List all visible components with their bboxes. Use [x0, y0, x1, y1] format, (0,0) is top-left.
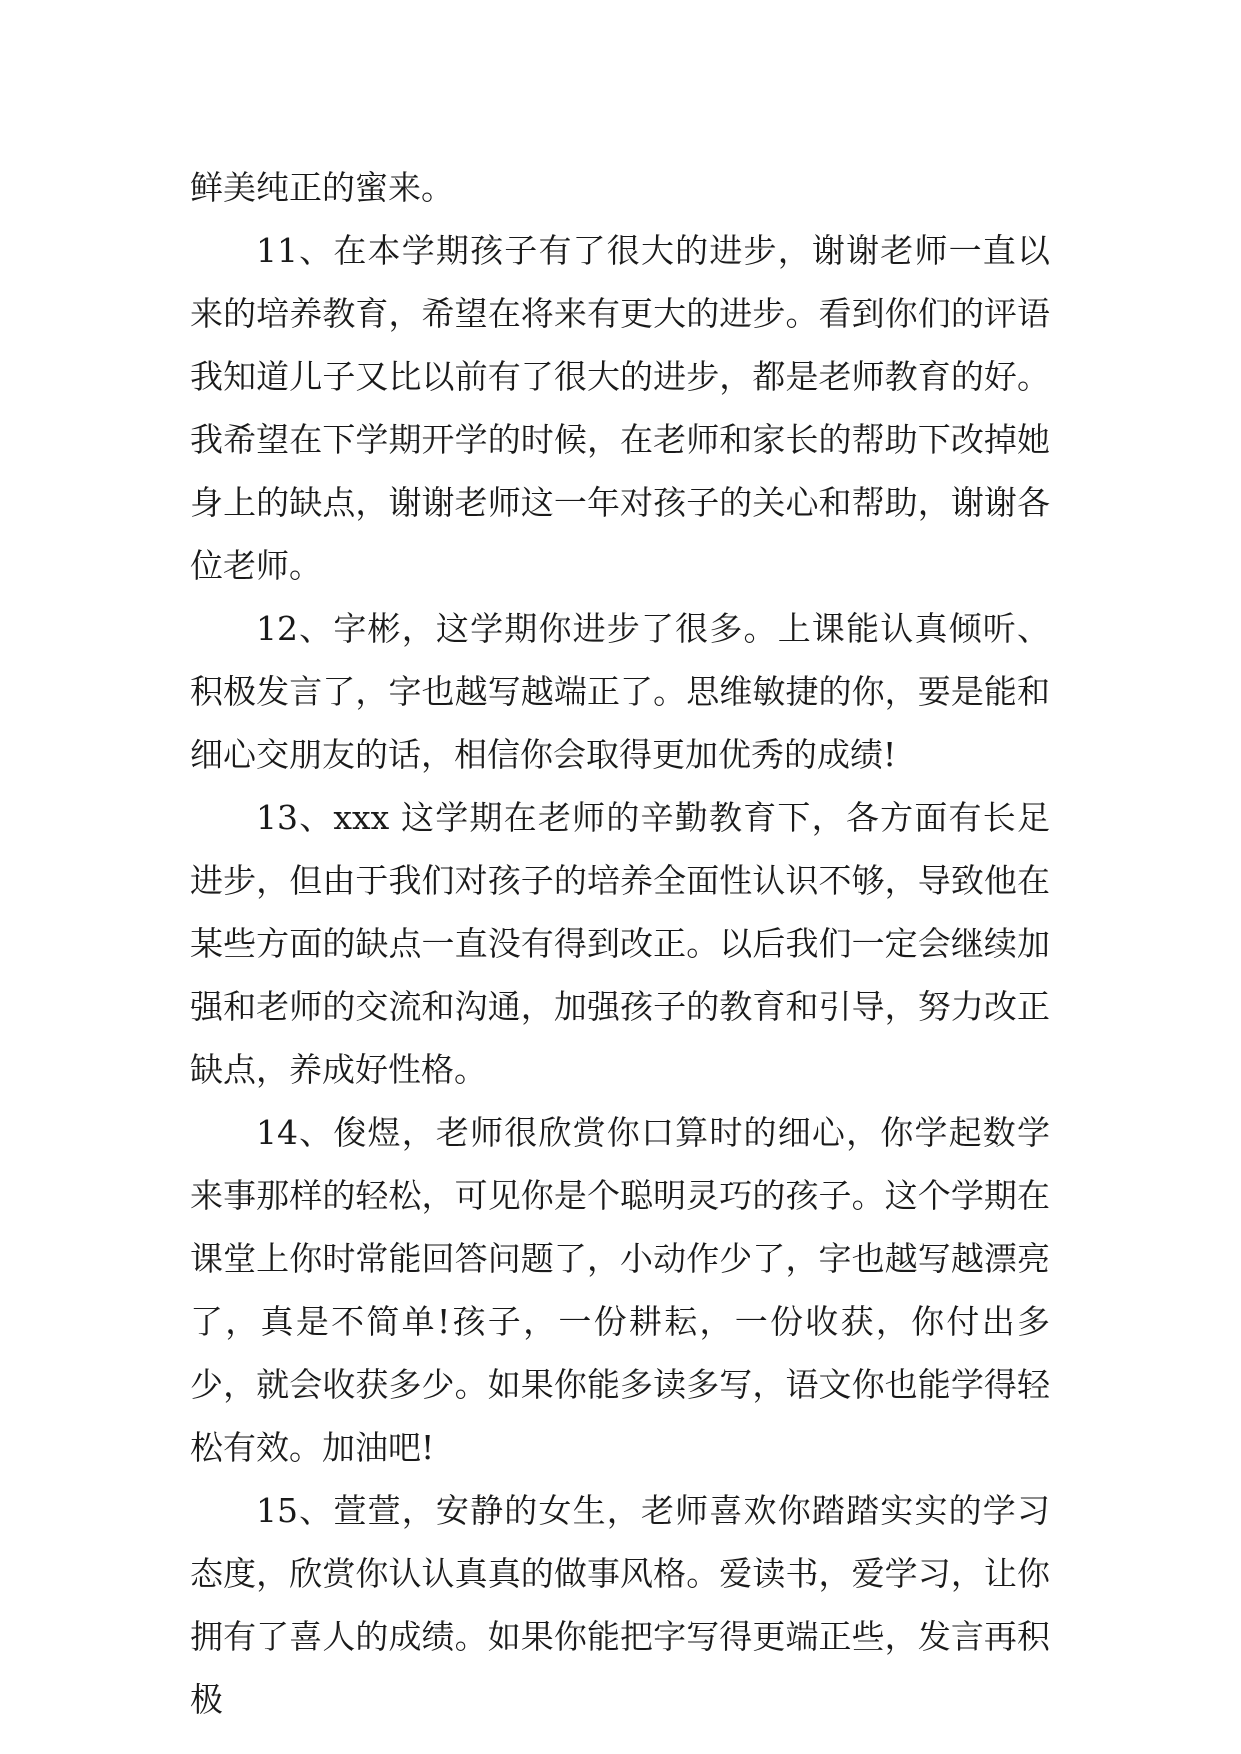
paragraph-continuation: 鲜美纯正的蜜来。	[190, 168, 454, 207]
paragraph-item-15: 15、萱萱，安静的女生，老师喜欢你踏踏实实的学习态度，欣赏你认认真真的做事风格。爱读书，爱学习，让你拥有了喜人的成绩。如果你能把字写得更端正些，发言再积极	[190, 1491, 1050, 1719]
paragraph-item-13: 13、xxx 这学期在老师的辛勤教育下，各方面有长足进步，但由于我们对孩子的培养全面性认识不够，导致他在某些方面的缺点一直没有得到改正。以后我们一定会继续加强和老师的交流和沟通，加强孩子的教育和引导，努力改正缺点，养成好性格。	[190, 798, 1050, 1089]
paragraph-item-12: 12、字彬，这学期你进步了很多。上课能认真倾听、积极发言了，字也越写越端正了。思维敏捷的你，要是能和细心交朋友的话，相信你会取得更加优秀的成绩!	[190, 609, 1050, 774]
paragraph-item-11: 11、在本学期孩子有了很大的进步，谢谢老师一直以来的培养教育，希望在将来有更大的进步。看到你们的评语我知道儿子又比以前有了很大的进步，都是老师教育的好。我希望在下学期开学的时候，在老师和家长的帮助下改掉她身上的缺点，谢谢老师这一年对孩子的关心和帮助，谢谢各位老师。	[190, 231, 1050, 585]
document-body	[190, 156, 1050, 1731]
paragraph-item-14: 14、俊煜，老师很欣赏你口算时的细心，你学起数学来事那样的轻松，可见你是个聪明灵巧的孩子。这个学期在课堂上你时常能回答问题了，小动作少了，字也越写越漂亮了，真是不简单!孩子，一份耕耘，一份收获，你付出多少，就会收获多少。如果你能多读多写，语文你也能学得轻松有效。加油吧!	[190, 1113, 1050, 1467]
